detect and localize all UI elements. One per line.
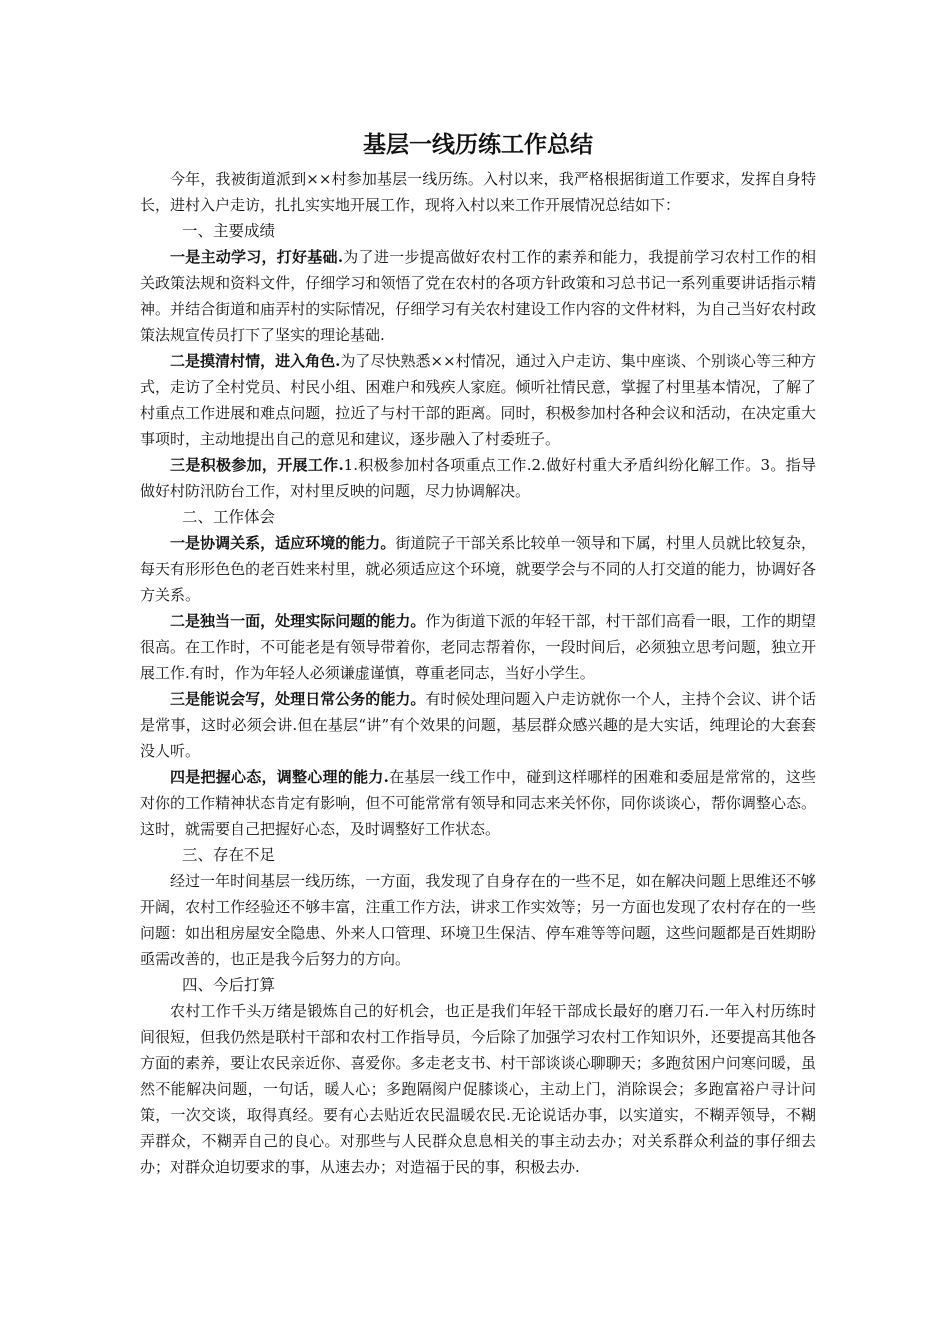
paragraph <box>140 530 816 608</box>
paragraph-text: 在基层一线工作中，碰到这样哪样的困难和委屈是常常的，这些对你的工作精神状态肯定有影响，但不可能常常有领导和同志来关怀你，同你谈谈心，帮你调整心态。这时，就需要自己把握好心态，及时调整好工作状态。 <box>140 768 816 838</box>
document-page <box>140 128 816 1180</box>
paragraph-lead: 二是独当一面，处理实际问题的能力。 <box>170 612 426 630</box>
paragraph <box>140 608 816 686</box>
paragraph <box>140 686 816 764</box>
paragraph-text: 农村工作千头万绪是锻炼自己的好机会，也正是我们年轻干部成长最好的磨刀石.一年入村历练时间很短，但我仍然是联村干部和农村工作指导员，今后除了加强学习农村工作知识外，还要提高其他各方面的素养，要让农民亲近你、喜爱你。多走老支书、村干部谈谈心聊聊天；多跑贫困户问寒问暖，虽然不能解决问题，一句话，暖人心；多跑隔阂户促膝谈心，主动上门，消除误会；多跑富裕户寻计问策，一次交谈，取得真经。要有心去贴近农民温暖农民.无论说话办事，以实道实，不糊弄领导，不糊弄群众，不糊弄自己的良心。对那些与人民群众息息相关的事主动去办；对关系群众利益的事仔细去办；对群众迫切要求的事，从速去办；对造福于民的事，积极去办. <box>140 1002 816 1176</box>
paragraph-text: 有时候处理问题入户走访就你一个人，主持个会议、讲个话是常事，这时必须会讲.但在基层“讲”有个效果的问题，基层群众感兴趣的是大实话，纯理论的大套套没人听。 <box>140 690 816 760</box>
paragraph-lead: 二是摸清村情，进入角色. <box>170 352 341 370</box>
paragraph-lead: 一是主动学习，打好基础. <box>170 248 344 266</box>
paragraph-text: 作为街道下派的年轻干部，村干部们高看一眼，工作的期望很高。在工作时，不可能老是有领导带着你，老同志帮着你，一段时间后，必须独立思考问题，独立开展工作.有时，作为年轻人必须谦虚谨慎，尊重老同志，当好小学生。 <box>140 612 816 682</box>
paragraph <box>140 868 816 972</box>
intro-paragraph: 今年，我被街道派到××村参加基层一线历练。入村以来，我严格根据街道工作要求，发挥自身特长，进村入户走访，扎扎实实地开展工作，现将入村以来工作开展情况总结如下： <box>140 170 816 214</box>
paragraph-text: 经过一年时间基层一线历练，一方面，我发现了自身存在的一些不足，如在解决问题上思维还不够开阔，农村工作经验还不够丰富，注重工作方法，讲求工作实效等；另一方面也发现了农村存在的一些问题：如出租房屋安全隐患、外来人口管理、环境卫生保洁、停车难等等问题，这些问题都是百姓期盼亟需改善的，也正是我今后努力的方向。 <box>140 872 816 968</box>
page-title: 基层一线历练工作总结 <box>363 132 593 158</box>
paragraph-lead: 一是协调关系，适应环境的能力。 <box>170 534 396 552</box>
section-heading-shortcomings: 三、存在不足 <box>182 846 276 864</box>
paragraph <box>140 348 816 452</box>
section-heading-plans: 四、今后打算 <box>182 976 276 994</box>
paragraph <box>140 998 816 1180</box>
paragraph <box>140 764 816 842</box>
paragraph <box>140 452 816 504</box>
paragraph-lead: 三是积极参加，开展工作. <box>170 456 344 474</box>
paragraph-lead: 四是把握心态，调整心理的能力. <box>170 768 389 786</box>
paragraph-text: 为了尽快熟悉××村情况，通过入户走访、集中座谈、个别谈心等三种方式，走访了全村党员、村民小组、困难户和残疾人家庭。倾听社情民意，掌握了村里基本情况，了解了村重点工作进展和难点问题，拉近了与村干部的距离。同时，积极参加村各种会议和活动，在决定重大事项时，主动地提出自己的意见和建议，逐步融入了村委班子。 <box>140 352 816 448</box>
paragraph-text: 街道院子干部关系比较单一领导和下属，村里人员就比较复杂，每天有形形色色的老百姓来村里，就必须适应这个环境，就要学会与不同的人打交道的能力，协调好各方关系。 <box>140 534 816 604</box>
paragraph <box>140 244 816 348</box>
section-heading-experience: 二、工作体会 <box>182 508 276 526</box>
paragraph-text: 1.积极参加村各项重点工作.2.做好村重大矛盾纠纷化解工作。3。指导做好村防汛防台工作，对村里反映的问题，尽力协调解决。 <box>140 456 816 500</box>
paragraph-lead: 三是能说会写，处理日常公务的能力。 <box>170 690 426 708</box>
section-heading-achievements: 一、主要成绩 <box>182 222 276 240</box>
paragraph-text: 为了进一步提高做好农村工作的素养和能力，我提前学习农村工作的相关政策法规和资料文件，仔细学习和领悟了党在农村的各项方针政策和习总书记一系列重要讲话指示精神。并结合街道和庙弄村的实际情况，仔细学习有关农村建设工作内容的文件材料，为自己当好农村政策法规宣传员打下了坚实的理论基础. <box>140 248 816 344</box>
